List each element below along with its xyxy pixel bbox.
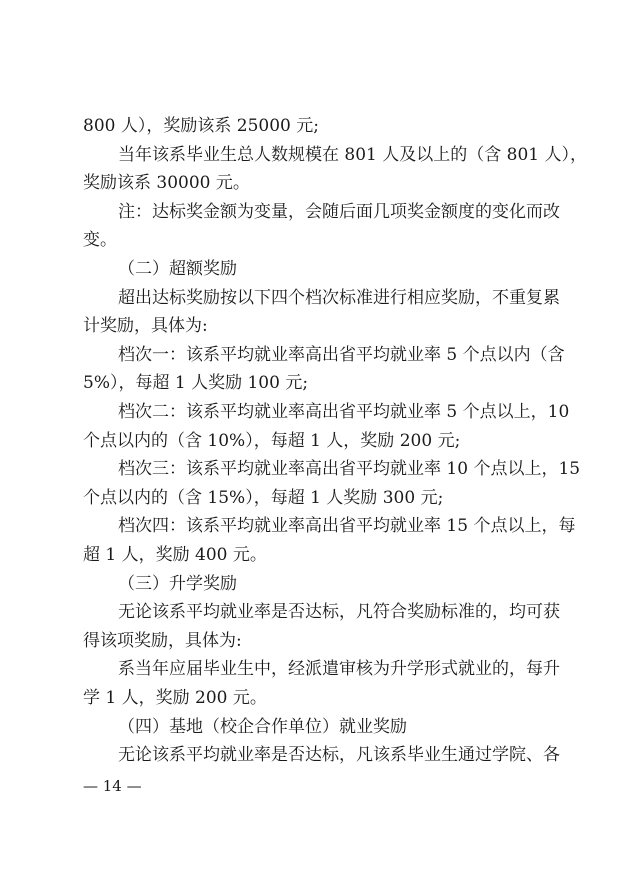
text-line: 注：达标奖金额为变量，会随后面几项奖金额度的变化而改 — [118, 201, 560, 222]
text-line: 当年该系毕业生总人数规模在 801 人及以上的（含 801 人）， — [118, 144, 588, 165]
text-line: 个点以内的（含 10%），每超 1 人，奖励 200 元; — [83, 430, 461, 451]
text-line: 5%），每超 1 人奖励 100 元; — [83, 373, 309, 394]
text-line: 个点以内的（含 15%），每超 1 人奖励 300 元; — [83, 487, 444, 508]
text-line: 奖励该系 30000 元。 — [83, 173, 250, 194]
text-line: 800 人），奖励该系 25000 元; — [83, 116, 319, 136]
text-line: 学 1 人，奖励 200 元。 — [83, 688, 267, 708]
text-line: 档次三：该系平均就业率高出省平均就业率 10 个点以上，15 — [118, 459, 581, 480]
text-line: 无论该系平均就业率是否达标，凡该系毕业生通过学院、各 — [118, 745, 560, 766]
text-line: 档次二：该系平均就业率高出省平均就业率 5 个点以上，10 — [118, 402, 570, 422]
text-line: 无论该系平均就业率是否达标，凡符合奖励标准的，均可获 — [118, 602, 560, 623]
text-line: 超 1 人，奖励 400 元。 — [83, 545, 267, 565]
text-line: 档次一：该系平均就业率高出省平均就业率 5 个点以内（含 — [118, 344, 565, 365]
text-line: 得该项奖励，具体为: — [83, 630, 242, 651]
section-heading: （四）基地（校企合作单位）就业奖励 — [118, 716, 407, 737]
text-line: 档次四：该系平均就业率高出省平均就业率 15 个点以上，每 — [118, 516, 576, 537]
page-number: — 14 — — [83, 777, 142, 795]
section-heading: （三）升学奖励 — [118, 573, 237, 594]
text-line: 计奖励，具体为: — [83, 316, 208, 337]
text-line: 变。 — [83, 230, 117, 251]
text-line: 系当年应届毕业生中，经派遣审核为升学形式就业的，每升 — [118, 659, 560, 680]
text-line: 超出达标奖励按以下四个档次标准进行相应奖励，不重复累 — [118, 287, 560, 308]
section-heading: （二）超额奖励 — [118, 259, 237, 279]
